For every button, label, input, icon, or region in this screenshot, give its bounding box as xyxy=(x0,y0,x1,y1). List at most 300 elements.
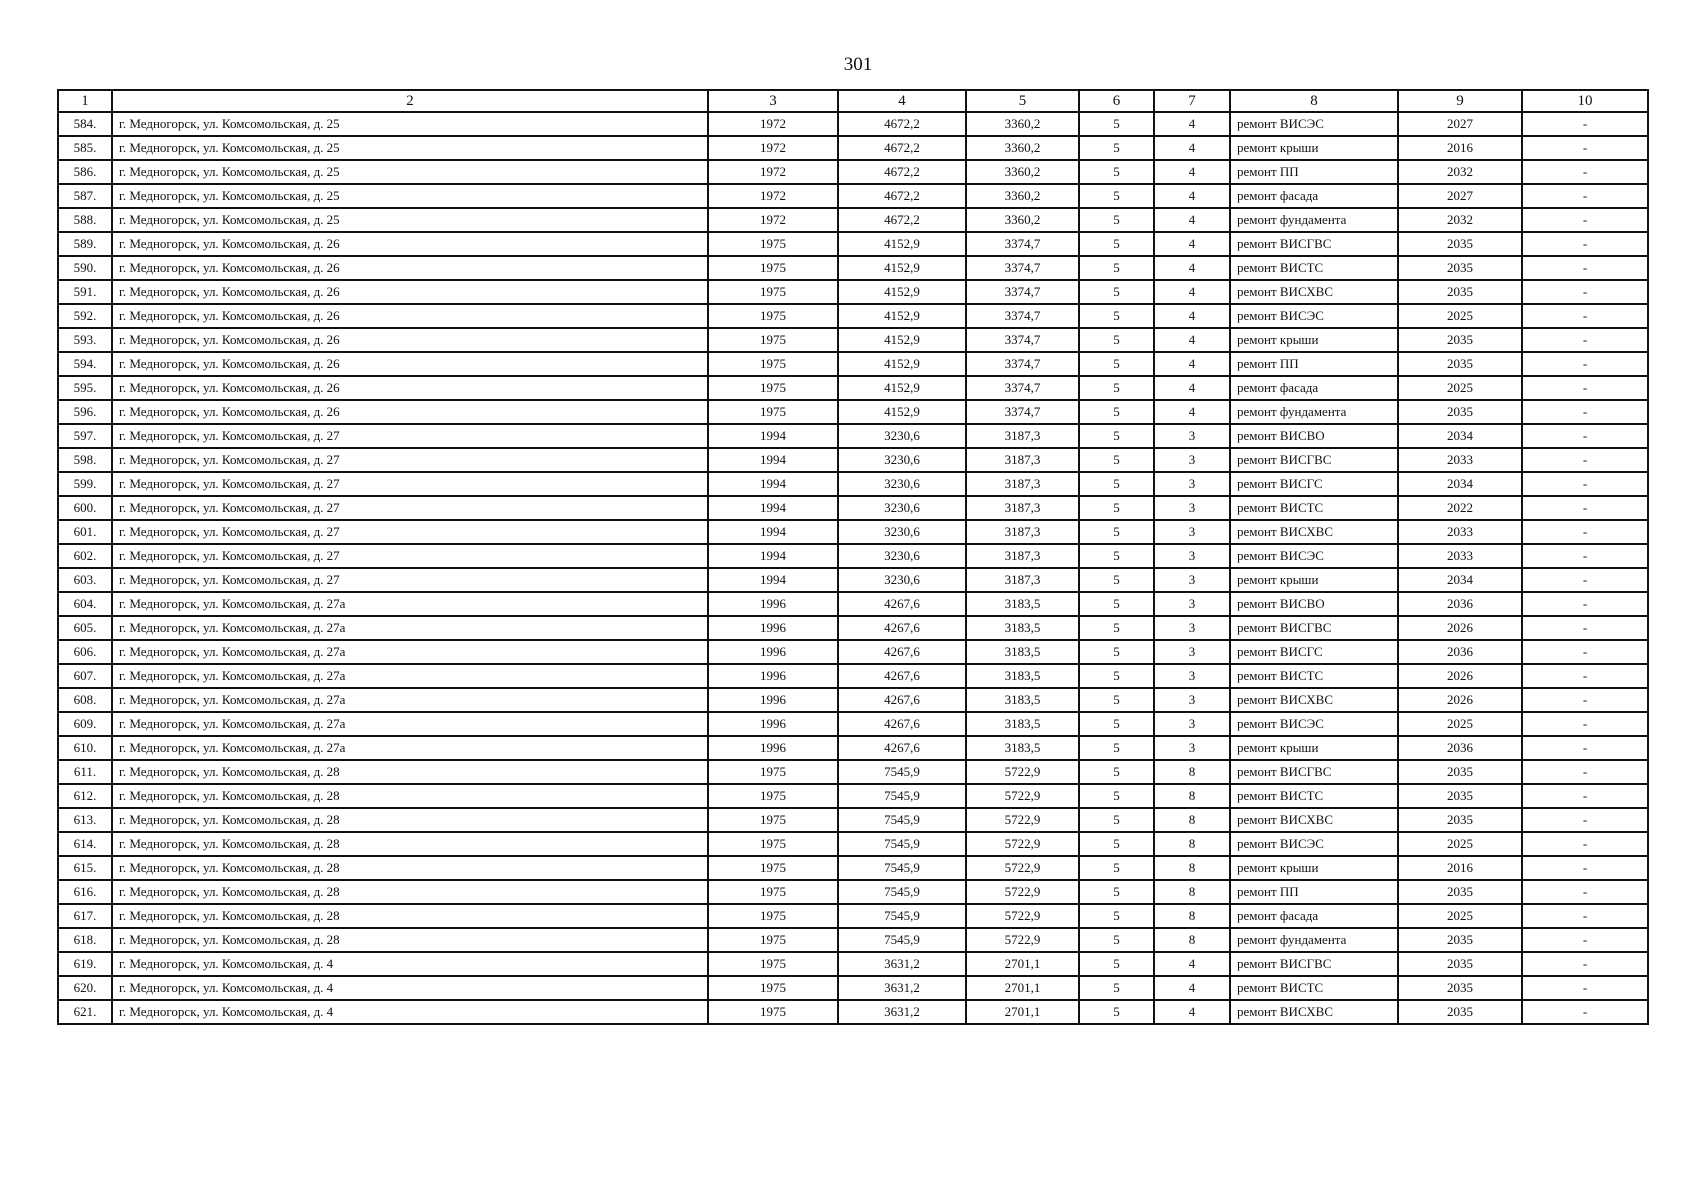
row-number: 615. xyxy=(58,856,112,880)
year-built-cell: 1975 xyxy=(708,880,838,904)
year-built-cell: 1994 xyxy=(708,448,838,472)
planned-year-cell: 2035 xyxy=(1398,328,1522,352)
note-cell: - xyxy=(1522,664,1648,688)
planned-year-cell: 2035 xyxy=(1398,808,1522,832)
work-type-cell: ремонт крыши xyxy=(1230,136,1398,160)
row-number: 603. xyxy=(58,568,112,592)
work-type-cell: ремонт ВИСТС xyxy=(1230,256,1398,280)
year-built-cell: 1975 xyxy=(708,976,838,1000)
entrances-cell: 4 xyxy=(1154,1000,1230,1024)
planned-year-cell: 2033 xyxy=(1398,544,1522,568)
planned-year-cell: 2026 xyxy=(1398,616,1522,640)
total-area-cell: 7545,9 xyxy=(838,808,966,832)
floors-cell: 5 xyxy=(1079,400,1154,424)
address-cell: г. Медногорск, ул. Комсомольская, д. 26 xyxy=(112,280,708,304)
row-number: 619. xyxy=(58,952,112,976)
address-cell: г. Медногорск, ул. Комсомольская, д. 26 xyxy=(112,232,708,256)
planned-year-cell: 2036 xyxy=(1398,640,1522,664)
planned-year-cell: 2016 xyxy=(1398,856,1522,880)
address-cell: г. Медногорск, ул. Комсомольская, д. 26 xyxy=(112,328,708,352)
planned-year-cell: 2034 xyxy=(1398,424,1522,448)
table-row xyxy=(58,472,1648,496)
address-cell: г. Медногорск, ул. Комсомольская, д. 28 xyxy=(112,808,708,832)
note-cell: - xyxy=(1522,472,1648,496)
planned-year-cell: 2026 xyxy=(1398,664,1522,688)
address-cell: г. Медногорск, ул. Комсомольская, д. 28 xyxy=(112,784,708,808)
living-area-cell: 3360,2 xyxy=(966,208,1079,232)
living-area-cell: 3360,2 xyxy=(966,160,1079,184)
work-type-cell: ремонт фасада xyxy=(1230,376,1398,400)
floors-cell: 5 xyxy=(1079,184,1154,208)
work-type-cell: ремонт ВИСВО xyxy=(1230,592,1398,616)
year-built-cell: 1996 xyxy=(708,712,838,736)
column-header: 10 xyxy=(1522,90,1648,112)
total-area-cell: 4672,2 xyxy=(838,208,966,232)
living-area-cell: 2701,1 xyxy=(966,952,1079,976)
address-cell: г. Медногорск, ул. Комсомольская, д. 26 xyxy=(112,304,708,328)
living-area-cell: 3360,2 xyxy=(966,112,1079,136)
row-number: 591. xyxy=(58,280,112,304)
note-cell: - xyxy=(1522,208,1648,232)
total-area-cell: 4267,6 xyxy=(838,736,966,760)
living-area-cell: 3360,2 xyxy=(966,184,1079,208)
work-type-cell: ремонт фундамента xyxy=(1230,928,1398,952)
total-area-cell: 4152,9 xyxy=(838,256,966,280)
address-cell: г. Медногорск, ул. Комсомольская, д. 27а xyxy=(112,616,708,640)
row-number: 597. xyxy=(58,424,112,448)
address-cell: г. Медногорск, ул. Комсомольская, д. 26 xyxy=(112,256,708,280)
work-type-cell: ремонт ВИСЭС xyxy=(1230,304,1398,328)
floors-cell: 5 xyxy=(1079,808,1154,832)
year-built-cell: 1994 xyxy=(708,544,838,568)
entrances-cell: 3 xyxy=(1154,616,1230,640)
total-area-cell: 4152,9 xyxy=(838,232,966,256)
row-number: 586. xyxy=(58,160,112,184)
note-cell: - xyxy=(1522,832,1648,856)
row-number: 587. xyxy=(58,184,112,208)
living-area-cell: 5722,9 xyxy=(966,808,1079,832)
address-cell: г. Медногорск, ул. Комсомольская, д. 25 xyxy=(112,160,708,184)
work-type-cell: ремонт ВИСГВС xyxy=(1230,448,1398,472)
note-cell: - xyxy=(1522,280,1648,304)
page-number: 301 xyxy=(843,54,873,75)
table-row xyxy=(58,688,1648,712)
note-cell: - xyxy=(1522,856,1648,880)
column-header: 9 xyxy=(1398,90,1522,112)
total-area-cell: 4267,6 xyxy=(838,640,966,664)
living-area-cell: 3183,5 xyxy=(966,736,1079,760)
work-type-cell: ремонт ВИСГВС xyxy=(1230,616,1398,640)
planned-year-cell: 2025 xyxy=(1398,904,1522,928)
planned-year-cell: 2035 xyxy=(1398,232,1522,256)
living-area-cell: 3187,3 xyxy=(966,496,1079,520)
floors-cell: 5 xyxy=(1079,424,1154,448)
living-area-cell: 3187,3 xyxy=(966,520,1079,544)
note-cell: - xyxy=(1522,976,1648,1000)
planned-year-cell: 2035 xyxy=(1398,400,1522,424)
living-area-cell: 3183,5 xyxy=(966,664,1079,688)
note-cell: - xyxy=(1522,880,1648,904)
floors-cell: 5 xyxy=(1079,832,1154,856)
total-area-cell: 3631,2 xyxy=(838,952,966,976)
year-built-cell: 1975 xyxy=(708,1000,838,1024)
note-cell: - xyxy=(1522,184,1648,208)
planned-year-cell: 2025 xyxy=(1398,376,1522,400)
note-cell: - xyxy=(1522,592,1648,616)
table-row xyxy=(58,640,1648,664)
floors-cell: 5 xyxy=(1079,592,1154,616)
entrances-cell: 8 xyxy=(1154,760,1230,784)
floors-cell: 5 xyxy=(1079,496,1154,520)
table-row xyxy=(58,1000,1648,1024)
planned-year-cell: 2034 xyxy=(1398,568,1522,592)
entrances-cell: 4 xyxy=(1154,304,1230,328)
table-row xyxy=(58,136,1648,160)
table-row xyxy=(58,904,1648,928)
total-area-cell: 4672,2 xyxy=(838,184,966,208)
total-area-cell: 7545,9 xyxy=(838,928,966,952)
note-cell: - xyxy=(1522,520,1648,544)
work-type-cell: ремонт ВИСГВС xyxy=(1230,952,1398,976)
column-header: 2 xyxy=(112,90,708,112)
table-row xyxy=(58,928,1648,952)
row-number: 611. xyxy=(58,760,112,784)
year-built-cell: 1975 xyxy=(708,784,838,808)
address-cell: г. Медногорск, ул. Комсомольская, д. 27а xyxy=(112,736,708,760)
table-row xyxy=(58,544,1648,568)
entrances-cell: 4 xyxy=(1154,376,1230,400)
year-built-cell: 1994 xyxy=(708,424,838,448)
floors-cell: 5 xyxy=(1079,280,1154,304)
work-type-cell: ремонт ВИСХВС xyxy=(1230,808,1398,832)
note-cell: - xyxy=(1522,808,1648,832)
living-area-cell: 3374,7 xyxy=(966,232,1079,256)
year-built-cell: 1994 xyxy=(708,472,838,496)
planned-year-cell: 2033 xyxy=(1398,520,1522,544)
living-area-cell: 5722,9 xyxy=(966,760,1079,784)
work-type-cell: ремонт ВИСХВС xyxy=(1230,1000,1398,1024)
year-built-cell: 1975 xyxy=(708,760,838,784)
floors-cell: 5 xyxy=(1079,904,1154,928)
year-built-cell: 1994 xyxy=(708,496,838,520)
entrances-cell: 3 xyxy=(1154,424,1230,448)
planned-year-cell: 2032 xyxy=(1398,208,1522,232)
row-number: 599. xyxy=(58,472,112,496)
year-built-cell: 1996 xyxy=(708,736,838,760)
entrances-cell: 8 xyxy=(1154,832,1230,856)
note-cell: - xyxy=(1522,400,1648,424)
living-area-cell: 3374,7 xyxy=(966,256,1079,280)
total-area-cell: 7545,9 xyxy=(838,856,966,880)
planned-year-cell: 2035 xyxy=(1398,976,1522,1000)
year-built-cell: 1996 xyxy=(708,592,838,616)
note-cell: - xyxy=(1522,424,1648,448)
address-cell: г. Медногорск, ул. Комсомольская, д. 27 xyxy=(112,568,708,592)
table-row xyxy=(58,808,1648,832)
total-area-cell: 4152,9 xyxy=(838,280,966,304)
row-number: 606. xyxy=(58,640,112,664)
planned-year-cell: 2016 xyxy=(1398,136,1522,160)
planned-year-cell: 2035 xyxy=(1398,952,1522,976)
address-cell: г. Медногорск, ул. Комсомольская, д. 27 xyxy=(112,424,708,448)
entrances-cell: 3 xyxy=(1154,568,1230,592)
floors-cell: 5 xyxy=(1079,856,1154,880)
header-row xyxy=(58,90,1648,112)
entrances-cell: 3 xyxy=(1154,592,1230,616)
note-cell: - xyxy=(1522,496,1648,520)
work-type-cell: ремонт ВИСТС xyxy=(1230,496,1398,520)
row-number: 600. xyxy=(58,496,112,520)
planned-year-cell: 2035 xyxy=(1398,256,1522,280)
total-area-cell: 7545,9 xyxy=(838,832,966,856)
note-cell: - xyxy=(1522,640,1648,664)
address-cell: г. Медногорск, ул. Комсомольская, д. 28 xyxy=(112,856,708,880)
work-type-cell: ремонт фундамента xyxy=(1230,208,1398,232)
living-area-cell: 2701,1 xyxy=(966,976,1079,1000)
year-built-cell: 1972 xyxy=(708,184,838,208)
entrances-cell: 4 xyxy=(1154,136,1230,160)
work-type-cell: ремонт ПП xyxy=(1230,880,1398,904)
address-cell: г. Медногорск, ул. Комсомольская, д. 27а xyxy=(112,592,708,616)
living-area-cell: 3183,5 xyxy=(966,712,1079,736)
total-area-cell: 4672,2 xyxy=(838,136,966,160)
entrances-cell: 4 xyxy=(1154,160,1230,184)
living-area-cell: 3187,3 xyxy=(966,448,1079,472)
work-type-cell: ремонт ВИСГВС xyxy=(1230,232,1398,256)
floors-cell: 5 xyxy=(1079,232,1154,256)
entrances-cell: 4 xyxy=(1154,256,1230,280)
year-built-cell: 1996 xyxy=(708,664,838,688)
work-type-cell: ремонт ВИСГВС xyxy=(1230,760,1398,784)
planned-year-cell: 2025 xyxy=(1398,304,1522,328)
planned-year-cell: 2035 xyxy=(1398,280,1522,304)
living-area-cell: 3374,7 xyxy=(966,328,1079,352)
work-type-cell: ремонт фасада xyxy=(1230,184,1398,208)
floors-cell: 5 xyxy=(1079,208,1154,232)
floors-cell: 5 xyxy=(1079,472,1154,496)
entrances-cell: 4 xyxy=(1154,400,1230,424)
planned-year-cell: 2033 xyxy=(1398,448,1522,472)
table-row xyxy=(58,952,1648,976)
address-cell: г. Медногорск, ул. Комсомольская, д. 4 xyxy=(112,1000,708,1024)
work-type-cell: ремонт ВИСГС xyxy=(1230,472,1398,496)
table-row xyxy=(58,976,1648,1000)
year-built-cell: 1975 xyxy=(708,280,838,304)
note-cell: - xyxy=(1522,328,1648,352)
registry-table xyxy=(57,89,1649,1025)
work-type-cell: ремонт крыши xyxy=(1230,736,1398,760)
planned-year-cell: 2035 xyxy=(1398,1000,1522,1024)
address-cell: г. Медногорск, ул. Комсомольская, д. 27 xyxy=(112,472,708,496)
row-number: 612. xyxy=(58,784,112,808)
work-type-cell: ремонт ВИСХВС xyxy=(1230,280,1398,304)
table-row xyxy=(58,760,1648,784)
planned-year-cell: 2035 xyxy=(1398,880,1522,904)
table-row xyxy=(58,832,1648,856)
address-cell: г. Медногорск, ул. Комсомольская, д. 27 xyxy=(112,520,708,544)
row-number: 602. xyxy=(58,544,112,568)
address-cell: г. Медногорск, ул. Комсомольская, д. 26 xyxy=(112,400,708,424)
floors-cell: 5 xyxy=(1079,928,1154,952)
row-number: 584. xyxy=(58,112,112,136)
row-number: 593. xyxy=(58,328,112,352)
total-area-cell: 4672,2 xyxy=(838,160,966,184)
note-cell: - xyxy=(1522,760,1648,784)
living-area-cell: 5722,9 xyxy=(966,784,1079,808)
address-cell: г. Медногорск, ул. Комсомольская, д. 28 xyxy=(112,904,708,928)
entrances-cell: 3 xyxy=(1154,544,1230,568)
note-cell: - xyxy=(1522,688,1648,712)
entrances-cell: 4 xyxy=(1154,352,1230,376)
planned-year-cell: 2034 xyxy=(1398,472,1522,496)
work-type-cell: ремонт крыши xyxy=(1230,856,1398,880)
planned-year-cell: 2025 xyxy=(1398,712,1522,736)
table-row xyxy=(58,520,1648,544)
address-cell: г. Медногорск, ул. Комсомольская, д. 27 xyxy=(112,496,708,520)
entrances-cell: 3 xyxy=(1154,664,1230,688)
living-area-cell: 3374,7 xyxy=(966,304,1079,328)
row-number: 605. xyxy=(58,616,112,640)
entrances-cell: 3 xyxy=(1154,712,1230,736)
table-row xyxy=(58,448,1648,472)
row-number: 592. xyxy=(58,304,112,328)
address-cell: г. Медногорск, ул. Комсомольская, д. 25 xyxy=(112,208,708,232)
work-type-cell: ремонт ВИСГС xyxy=(1230,640,1398,664)
row-number: 601. xyxy=(58,520,112,544)
row-number: 595. xyxy=(58,376,112,400)
planned-year-cell: 2027 xyxy=(1398,184,1522,208)
table-row xyxy=(58,184,1648,208)
row-number: 596. xyxy=(58,400,112,424)
address-cell: г. Медногорск, ул. Комсомольская, д. 27а xyxy=(112,640,708,664)
year-built-cell: 1975 xyxy=(708,928,838,952)
planned-year-cell: 2035 xyxy=(1398,352,1522,376)
table-row xyxy=(58,376,1648,400)
table-row xyxy=(58,568,1648,592)
floors-cell: 5 xyxy=(1079,328,1154,352)
total-area-cell: 4152,9 xyxy=(838,304,966,328)
total-area-cell: 3631,2 xyxy=(838,1000,966,1024)
living-area-cell: 3374,7 xyxy=(966,400,1079,424)
address-cell: г. Медногорск, ул. Комсомольская, д. 26 xyxy=(112,376,708,400)
planned-year-cell: 2035 xyxy=(1398,784,1522,808)
address-cell: г. Медногорск, ул. Комсомольская, д. 25 xyxy=(112,184,708,208)
living-area-cell: 3187,3 xyxy=(966,472,1079,496)
planned-year-cell: 2025 xyxy=(1398,832,1522,856)
table-row xyxy=(58,112,1648,136)
total-area-cell: 4152,9 xyxy=(838,328,966,352)
entrances-cell: 3 xyxy=(1154,472,1230,496)
row-number: 608. xyxy=(58,688,112,712)
year-built-cell: 1975 xyxy=(708,832,838,856)
row-number: 590. xyxy=(58,256,112,280)
work-type-cell: ремонт ВИСТС xyxy=(1230,784,1398,808)
year-built-cell: 1975 xyxy=(708,328,838,352)
row-number: 585. xyxy=(58,136,112,160)
table-row xyxy=(58,280,1648,304)
column-header: 5 xyxy=(966,90,1079,112)
entrances-cell: 4 xyxy=(1154,184,1230,208)
year-built-cell: 1975 xyxy=(708,952,838,976)
entrances-cell: 4 xyxy=(1154,952,1230,976)
year-built-cell: 1975 xyxy=(708,856,838,880)
address-cell: г. Медногорск, ул. Комсомольская, д. 28 xyxy=(112,880,708,904)
note-cell: - xyxy=(1522,112,1648,136)
living-area-cell: 2701,1 xyxy=(966,1000,1079,1024)
floors-cell: 5 xyxy=(1079,376,1154,400)
table-row xyxy=(58,232,1648,256)
column-header: 3 xyxy=(708,90,838,112)
total-area-cell: 3230,6 xyxy=(838,496,966,520)
address-cell: г. Медногорск, ул. Комсомольская, д. 28 xyxy=(112,832,708,856)
address-cell: г. Медногорск, ул. Комсомольская, д. 4 xyxy=(112,976,708,1000)
planned-year-cell: 2036 xyxy=(1398,736,1522,760)
floors-cell: 5 xyxy=(1079,568,1154,592)
year-built-cell: 1975 xyxy=(708,232,838,256)
planned-year-cell: 2026 xyxy=(1398,688,1522,712)
floors-cell: 5 xyxy=(1079,1000,1154,1024)
planned-year-cell: 2027 xyxy=(1398,112,1522,136)
table-row xyxy=(58,856,1648,880)
floors-cell: 5 xyxy=(1079,688,1154,712)
entrances-cell: 8 xyxy=(1154,880,1230,904)
floors-cell: 5 xyxy=(1079,952,1154,976)
work-type-cell: ремонт крыши xyxy=(1230,568,1398,592)
living-area-cell: 5722,9 xyxy=(966,832,1079,856)
row-number: 614. xyxy=(58,832,112,856)
total-area-cell: 4672,2 xyxy=(838,112,966,136)
entrances-cell: 4 xyxy=(1154,112,1230,136)
table-row xyxy=(58,352,1648,376)
year-built-cell: 1972 xyxy=(708,112,838,136)
floors-cell: 5 xyxy=(1079,760,1154,784)
entrances-cell: 8 xyxy=(1154,784,1230,808)
year-built-cell: 1975 xyxy=(708,808,838,832)
table-body xyxy=(58,112,1648,1024)
total-area-cell: 7545,9 xyxy=(838,880,966,904)
work-type-cell: ремонт фундамента xyxy=(1230,400,1398,424)
note-cell: - xyxy=(1522,1000,1648,1024)
work-type-cell: ремонт ВИСЭС xyxy=(1230,712,1398,736)
work-type-cell: ремонт ВИСЭС xyxy=(1230,832,1398,856)
year-built-cell: 1975 xyxy=(708,376,838,400)
floors-cell: 5 xyxy=(1079,976,1154,1000)
work-type-cell: ремонт крыши xyxy=(1230,328,1398,352)
column-header: 1 xyxy=(58,90,112,112)
table-row xyxy=(58,304,1648,328)
floors-cell: 5 xyxy=(1079,880,1154,904)
total-area-cell: 4267,6 xyxy=(838,688,966,712)
entrances-cell: 3 xyxy=(1154,448,1230,472)
row-number: 620. xyxy=(58,976,112,1000)
entrances-cell: 8 xyxy=(1154,856,1230,880)
row-number: 607. xyxy=(58,664,112,688)
total-area-cell: 4267,6 xyxy=(838,712,966,736)
note-cell: - xyxy=(1522,160,1648,184)
work-type-cell: ремонт ВИСХВС xyxy=(1230,520,1398,544)
work-type-cell: ремонт ВИСТС xyxy=(1230,976,1398,1000)
floors-cell: 5 xyxy=(1079,352,1154,376)
row-number: 588. xyxy=(58,208,112,232)
address-cell: г. Медногорск, ул. Комсомольская, д. 28 xyxy=(112,928,708,952)
year-built-cell: 1972 xyxy=(708,208,838,232)
address-cell: г. Медногорск, ул. Комсомольская, д. 27а xyxy=(112,664,708,688)
table-row xyxy=(58,592,1648,616)
year-built-cell: 1975 xyxy=(708,904,838,928)
entrances-cell: 8 xyxy=(1154,904,1230,928)
floors-cell: 5 xyxy=(1079,160,1154,184)
table-row xyxy=(58,736,1648,760)
